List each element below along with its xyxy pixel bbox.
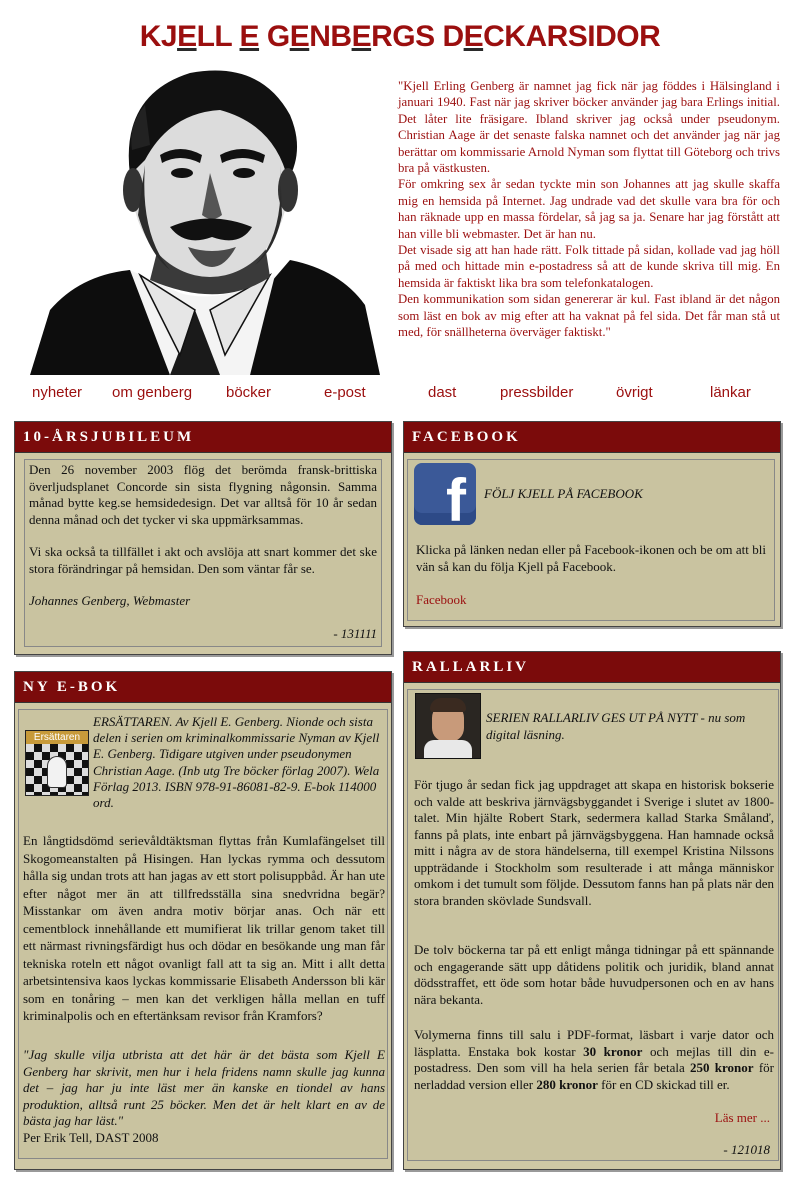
rallarliv-intro: SERIEN RALLARLIV GES UT PÅ NYTT - nu som digital läsning. bbox=[486, 710, 746, 742]
nav-link-ovrigt[interactable]: övrigt bbox=[616, 384, 653, 401]
title-part: E bbox=[177, 20, 197, 53]
jubileum-panel bbox=[14, 421, 392, 655]
nav-link-dast[interactable]: dast bbox=[428, 384, 457, 401]
jubileum-paragraph: Vi ska också ta tillfället i akt och avslöja att snart kommer det ske stora förändringar på hemsidan. Den som väntar får se. bbox=[29, 544, 377, 576]
facebook-link[interactable]: Facebook bbox=[416, 592, 467, 607]
author-portrait bbox=[20, 55, 380, 375]
ebook-description: En långtidsdömd serievåldtäktsman flyttas från Kumlafängelset till Skogomeanstalten på Hisingen. Han lyckas rymma och dessutom hålla sig undan trots att han jagas av ett stort polisuppbåd. Är han ute efter något mer än att tillfredsställa sina snedvridna begär? Misstankar om även andra motiv börjar anas. Och när ett cementblock innehållande ett mumifierat lik trillar genom taket till ett närmast rivningsfärdigt hus och dödar en besökande ung man får tekniska roteln ett något ovanligt fall att ta sig an. Mitt i allt detta arbetsintensiva kaos lyckas kommissarie Elisabeth Andersson bli kär som en tonåring – men kan det verkligen hålla mellan en tuff kriminalpolis och en eftertänksam revisor från Kramfors? bbox=[23, 833, 385, 1023]
quote-author: Per Erik Tell, DAST 2008 bbox=[23, 1130, 159, 1145]
signature: Johannes Genberg, Webmaster bbox=[29, 593, 191, 608]
title-part: E bbox=[351, 20, 372, 53]
pricing-text: Volymerna finns till salu i PDF-format, läsbart i varje dator och läsplatta. Enstaka bok kostar bbox=[414, 1027, 774, 1059]
read-more-link[interactable]: Läs mer ... bbox=[714, 1110, 770, 1125]
chess-piece bbox=[48, 757, 66, 787]
title-part: E bbox=[289, 20, 310, 53]
rallarliv-paragraph: För tjugo år sedan fick jag uppdraget att skapa en historisk bokserie och valde att beskriva järnvägsbyggandet i Sverige i slutet av 1800-talet. Min hjälte Robert Stark, sedermera kallad Starka Smålanď, fanns på plats, inte enbart på järnvägsbyggena. Han hamnade också mitt i några av de stora händelserna, till exempel Kristina Nilssons uppträdande i Stockholm som resulterade i att många människor omkom i det tumult som följde. Dessutom fanns han på plats när den stora branden skövlade Sundsvall. bbox=[414, 777, 774, 908]
facebook-follow-text: FÖLJ KJELL PÅ FACEBOOK bbox=[484, 486, 643, 501]
nav-link-pressbilder[interactable]: pressbilder bbox=[500, 384, 574, 401]
nav-link-bocker[interactable]: böcker bbox=[226, 384, 272, 401]
title-part: NB bbox=[309, 20, 352, 53]
price-download: 250 kronor bbox=[690, 1060, 754, 1075]
price-single: 30 kronor bbox=[583, 1043, 643, 1059]
facebook-description: Klicka på länken nedan eller på Facebook-ikonen och be om att bli vän så kan du följa Kjell på Facebook. bbox=[416, 542, 766, 574]
title-part: E bbox=[239, 20, 260, 53]
intro-paragraph: Den kommunikation som sidan genererar är kul. Fast ibland är det någon som läst en bok av mig efter att ha vaknat på fel sida. Det får man stå ut med, för snällheterna överväger faktiskt." bbox=[398, 292, 780, 340]
author-photo-shirt bbox=[424, 740, 472, 759]
panel-header: RALLARLIV bbox=[404, 652, 780, 683]
title-part: LL bbox=[196, 20, 240, 53]
site-title bbox=[0, 20, 800, 54]
pricing-text: för nerladdad version eller bbox=[414, 1060, 774, 1092]
panel-body bbox=[24, 459, 382, 647]
rallarliv-pricing bbox=[414, 1027, 774, 1093]
jubileum-paragraph: Den 26 november 2003 flög det berömda fransk-brittiska överljudsplanet Concorde sin sista flygning någonsin. Samma månad bytte keg.se hemsidedesign. Det var alltså för 10 år sedan denna månad och det tycker vi ska uppmärksammas. bbox=[29, 462, 377, 527]
nav-link-e-post[interactable]: e-post bbox=[324, 384, 366, 401]
title-part: CKARSIDOR bbox=[483, 20, 661, 53]
book-cover[interactable] bbox=[25, 730, 89, 796]
price-cd: 280 kronor bbox=[536, 1076, 598, 1092]
author-photo-hair bbox=[430, 698, 466, 712]
nav-link-om-genberg[interactable]: om genberg bbox=[112, 384, 193, 401]
panel-body bbox=[407, 459, 775, 621]
title-part: RGS D bbox=[371, 20, 464, 53]
panel-header: NY E-BOK bbox=[15, 672, 391, 703]
post-date: - 131111 bbox=[333, 625, 377, 641]
title-part: KJ bbox=[139, 20, 178, 53]
ebook-panel bbox=[14, 671, 392, 1170]
rallarliv-paragraph: De tolv böckerna tar på ett enligt många tidningar på ett spännande och engagerande sätt upp dåtidens politik och juridik, bland annat dödsstraffet, ett öde som hotar både huvudpersonen och en av hans nära bekanta. bbox=[414, 942, 774, 1007]
facebook-icon[interactable] bbox=[414, 463, 476, 534]
panel-body bbox=[18, 709, 388, 1159]
intro-text bbox=[398, 78, 780, 341]
pricing-text: för en CD skickad till er. bbox=[597, 1076, 730, 1092]
panel-header: 10-ÅRSJUBILEUM bbox=[15, 422, 391, 453]
intro-paragraph: Det visade sig att han hade rätt. Folk tittade på sidan, kollade vad jag höll på med och hittade min e-postadress så att de kunde skriva till mig. En hemsida är faktiskt lika bra som telefonkatalogen. bbox=[398, 243, 780, 290]
rallarliv-panel bbox=[403, 651, 781, 1170]
title-part: G bbox=[259, 20, 290, 53]
facebook-letter: f bbox=[446, 467, 466, 534]
ebook-intro: ERSÄTTAREN. Av Kjell E. Genberg. Nionde och sista delen i serien om kriminalkommissarie Nyman av Kjell E. Genberg. Tidigare utgiven under pseudonymen Christian Aage. (Inb utg Tre böcker förlag 2007). Wela Förlag 2013. ISBN 978-91-86081-82-9. E-bok 114000 ord. bbox=[93, 714, 380, 811]
main-nav bbox=[0, 384, 800, 404]
nav-link-nyheter[interactable]: nyheter bbox=[32, 384, 83, 401]
nav-link-lankar[interactable]: länkar bbox=[710, 384, 751, 401]
book-cover-title: Ersättaren bbox=[26, 731, 88, 744]
post-date: - 121018 bbox=[723, 1142, 770, 1157]
ebook-quote: "Jag skulle vilja utbrista att det här är det bästa som Kjell E Genberg har skrivit, men hur i hela fridens namn skulle jag kunna det – jag har ju inte läst mer än kanske en tiondel av hans produktion, alltså runt 25 böcker. Men det är helt klart en av de bästa jag har läst." bbox=[23, 1047, 385, 1128]
facebook-panel bbox=[403, 421, 781, 627]
intro-paragraph: "Kjell Erling Genberg är namnet jag fick när jag föddes i Hälsingland i januari 1940. Fast när jag skriver böcker använder jag bara Erlings initial. Det låter lite fräsigare. Ibland skriver jag också under pseudonym. Christian Aage är det senaste falska namnet och det använder jag när jag berättar om kommissarie Arnold Nyman som flyttat till Göteborg och trivs bra på västkusten. bbox=[398, 79, 780, 176]
intro-paragraph: För omkring sex år sedan tyckte min son Johannes att jag skulle skaffa mig en hemsida på Internet. Jag undrade vad det skulle vara bra för och han räknade upp en massa fördelar, så jag sa ja. Senare har jag förstått att han ville bli webmaster. Det är han nu. bbox=[398, 177, 780, 241]
panel-body bbox=[407, 689, 779, 1161]
author-photo[interactable] bbox=[415, 693, 481, 759]
panel-header: FACEBOOK bbox=[404, 422, 780, 453]
title-part: E bbox=[463, 20, 484, 53]
pricing-text: och mejlas till din e-postadress. Den som vill ha hela serien får betala bbox=[414, 1043, 774, 1075]
